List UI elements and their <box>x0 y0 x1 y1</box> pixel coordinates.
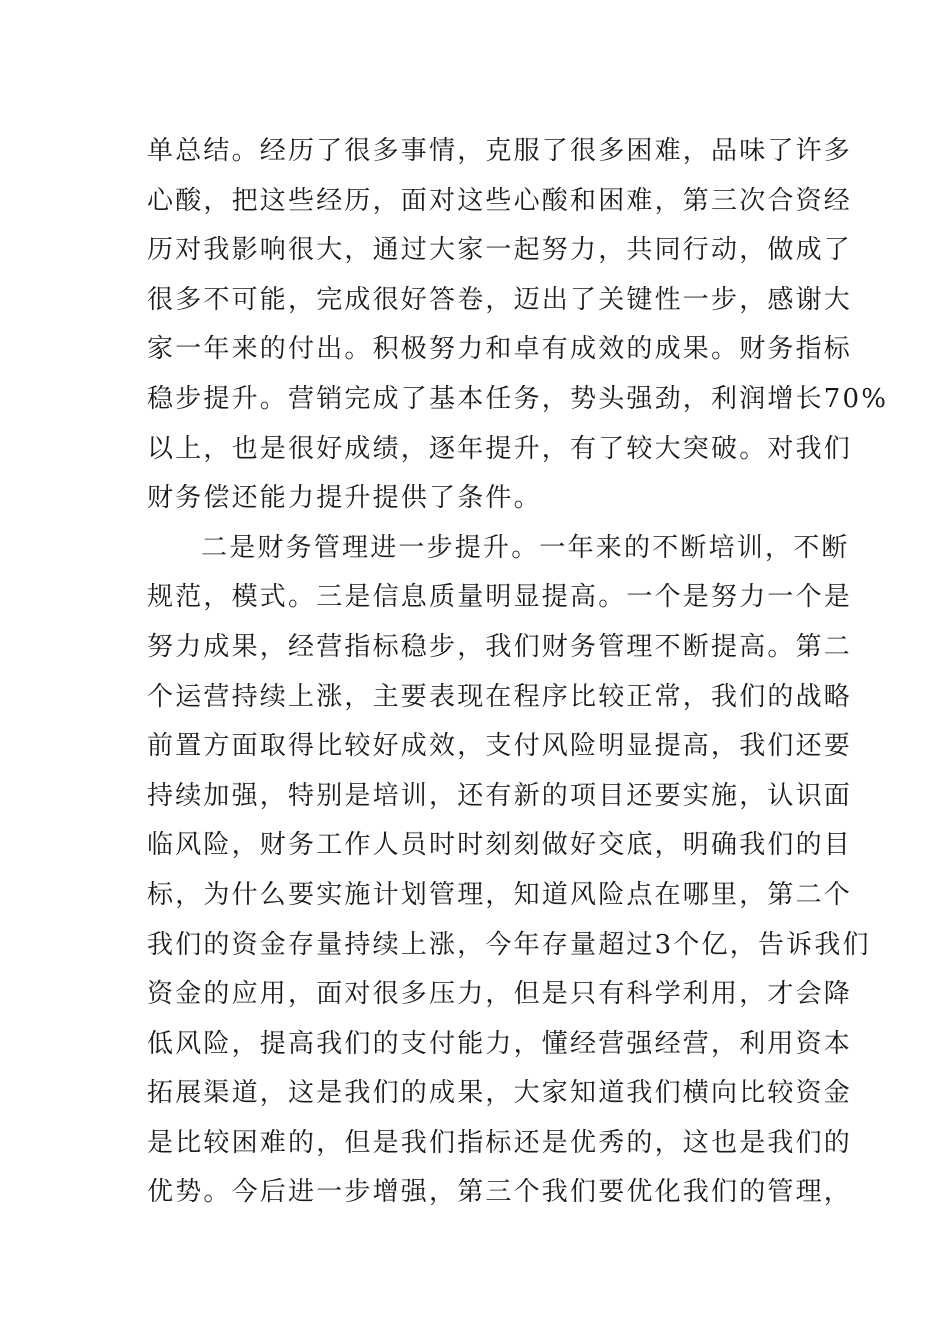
paragraph-line: 个运营持续上涨，主要表现在程序比较正常，我们的战略 <box>147 681 853 712</box>
document-body <box>147 127 889 1218</box>
paragraph-2 <box>147 524 871 1218</box>
paragraph-line: 临风险，财务工作人员时时刻刻做好交底，明确我们的目 <box>147 830 853 861</box>
paragraph-line: 优势。今后进一步增强，第三个我们要优化我们的管理， <box>147 1177 853 1208</box>
paragraph-line: 前置方面取得比较好成效，支付风险明显提高，我们还要 <box>147 731 853 762</box>
paragraph-line: 以上，也是很好成绩，逐年提升，有了较大突破。对我们 <box>147 433 853 464</box>
paragraph-line: 家一年来的付出。积极努力和卓有成效的成果。财务指标 <box>147 334 853 365</box>
paragraph-line: 持续加强，特别是培训，还有新的项目还要实施，认识面 <box>147 780 853 811</box>
paragraph-line: 努力成果，经营指标稳步，我们财务管理不断提高。第二 <box>147 631 853 662</box>
paragraph-line: 我们的资金存量持续上涨，今年存量超过3个亿，告诉我们 <box>147 929 871 960</box>
paragraph-line: 财务偿还能力提升提供了条件。 <box>147 483 542 514</box>
paragraph-line: 拓展渠道，这是我们的成果，大家知道我们横向比较资金 <box>147 1078 853 1109</box>
paragraph-line: 单总结。经历了很多事情，克服了很多困难，品味了许多 <box>147 136 853 166</box>
paragraph-line: 很多不可能，完成很好答卷，迈出了关键性一步，感谢大 <box>147 284 853 315</box>
paragraph-line: 是比较困难的，但是我们指标还是优秀的，这也是我们的 <box>147 1127 853 1158</box>
paragraph-line: 标，为什么要实施计划管理，知道风险点在哪里，第二个 <box>147 879 853 910</box>
paragraph-line: 心酸，把这些经历，面对这些心酸和困难，第三次合资经 <box>147 185 853 216</box>
paragraph-line: 资金的应用，面对很多压力，但是只有科学利用，才会降 <box>147 979 853 1010</box>
paragraph-1 <box>147 127 889 524</box>
paragraph-line: 历对我影响很大，通过大家一起努力，共同行动，做成了 <box>147 235 853 266</box>
paragraph-line: 规范，模式。三是信息质量明显提高。一个是努力一个是 <box>147 582 853 613</box>
paragraph-line: 低风险，提高我们的支付能力，懂经营强经营，利用资本 <box>147 1028 853 1059</box>
paragraph-first-line: 二是财务管理进一步提升。一年来的不断培训，不断 <box>201 532 850 563</box>
paragraph-line: 稳步提升。营销完成了基本任务，势头强劲，利润增长70% <box>147 383 889 414</box>
